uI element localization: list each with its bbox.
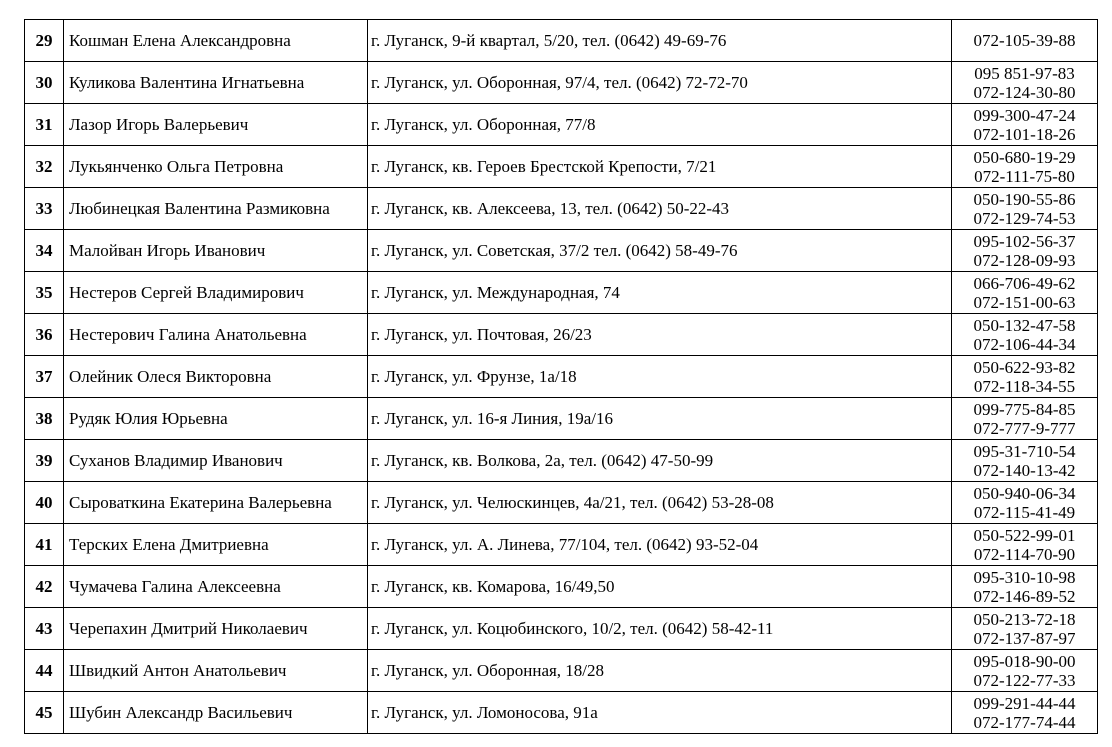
phone-number: 072-129-74-53 xyxy=(973,208,1076,228)
notary-phones xyxy=(952,272,1098,314)
row-number: 35 xyxy=(25,272,64,314)
notary-phones xyxy=(952,440,1098,482)
table-row xyxy=(25,230,1098,272)
notary-name: Лукьянченко Ольга Петровна xyxy=(64,146,368,188)
notary-address: г. Луганск, ул. Коцюбинского, 10/2, тел. (0642) 58-42-11 xyxy=(368,608,952,650)
row-number: 45 xyxy=(25,692,64,734)
phone-number: 072-106-44-34 xyxy=(973,334,1076,354)
notary-name: Любинецкая Валентина Размиковна xyxy=(64,188,368,230)
phone-number: 095-31-710-54 xyxy=(973,441,1076,461)
notary-address: г. Луганск, ул. А. Линева, 77/104, тел. (0642) 93-52-04 xyxy=(368,524,952,566)
row-number: 34 xyxy=(25,230,64,272)
phone-number: 072-140-13-42 xyxy=(973,460,1076,480)
table-row xyxy=(25,440,1098,482)
notary-name: Чумачева Галина Алексеевна xyxy=(64,566,368,608)
phone-number: 072-101-18-26 xyxy=(973,124,1076,144)
table-row xyxy=(25,398,1098,440)
notary-phones xyxy=(952,20,1098,62)
phone-number: 072-122-77-33 xyxy=(973,670,1076,690)
phone-number: 095-310-10-98 xyxy=(973,567,1076,587)
notary-address: г. Луганск, ул. Международная, 74 xyxy=(368,272,952,314)
notary-phones xyxy=(952,482,1098,524)
phone-number: 095-102-56-37 xyxy=(973,231,1076,251)
notary-phones xyxy=(952,398,1098,440)
notary-name: Лазор Игорь Валерьевич xyxy=(64,104,368,146)
table-row xyxy=(25,566,1098,608)
table-row xyxy=(25,272,1098,314)
row-number: 38 xyxy=(25,398,64,440)
notary-name: Олейник Олеся Викторовна xyxy=(64,356,368,398)
notary-phones xyxy=(952,650,1098,692)
notary-phones xyxy=(952,356,1098,398)
notary-name: Нестерович Галина Анатольевна xyxy=(64,314,368,356)
table-row xyxy=(25,650,1098,692)
row-number: 39 xyxy=(25,440,64,482)
notary-table-body xyxy=(25,20,1098,734)
row-number: 42 xyxy=(25,566,64,608)
phone-number: 072-114-70-90 xyxy=(973,544,1076,564)
phone-number: 072-128-09-93 xyxy=(973,250,1076,270)
notary-phones xyxy=(952,692,1098,734)
row-number: 44 xyxy=(25,650,64,692)
phone-number: 072-177-74-44 xyxy=(973,712,1076,732)
phone-number: 072-777-9-777 xyxy=(973,418,1076,438)
notary-name: Сыроваткина Екатерина Валерьевна xyxy=(64,482,368,524)
row-number: 41 xyxy=(25,524,64,566)
notary-name: Суханов Владимир Иванович xyxy=(64,440,368,482)
table-row xyxy=(25,482,1098,524)
notary-address: г. Луганск, ул. Оборонная, 97/4, тел. (0642) 72-72-70 xyxy=(368,62,952,104)
phone-number: 099-291-44-44 xyxy=(973,693,1076,713)
table-row xyxy=(25,20,1098,62)
notary-phones xyxy=(952,608,1098,650)
phone-number: 050-132-47-58 xyxy=(973,315,1076,335)
notary-name: Кошман Елена Александровна xyxy=(64,20,368,62)
row-number: 43 xyxy=(25,608,64,650)
notary-phones xyxy=(952,566,1098,608)
table-row xyxy=(25,356,1098,398)
phone-number: 050-213-72-18 xyxy=(973,609,1076,629)
notary-address: г. Луганск, ул. Оборонная, 77/8 xyxy=(368,104,952,146)
table-row xyxy=(25,188,1098,230)
table-row xyxy=(25,146,1098,188)
phone-number: 072-146-89-52 xyxy=(973,586,1076,606)
table-row xyxy=(25,104,1098,146)
table-row xyxy=(25,62,1098,104)
row-number: 36 xyxy=(25,314,64,356)
notary-name: Швидкий Антон Анатольевич xyxy=(64,650,368,692)
notary-name: Шубин Александр Васильевич xyxy=(64,692,368,734)
phone-number: 072-151-00-63 xyxy=(973,292,1076,312)
phone-number: 072-115-41-49 xyxy=(973,502,1076,522)
notary-address: г. Луганск, ул. Советская, 37/2 тел. (0642) 58-49-76 xyxy=(368,230,952,272)
notary-name: Терских Елена Дмитриевна xyxy=(64,524,368,566)
phone-number: 066-706-49-62 xyxy=(973,273,1076,293)
row-number: 30 xyxy=(25,62,64,104)
notary-phones xyxy=(952,62,1098,104)
row-number: 33 xyxy=(25,188,64,230)
row-number: 40 xyxy=(25,482,64,524)
row-number: 37 xyxy=(25,356,64,398)
phone-number: 050-622-93-82 xyxy=(973,357,1076,377)
notary-address: г. Луганск, ул. Фрунзе, 1а/18 xyxy=(368,356,952,398)
notary-address: г. Луганск, ул. 16-я Линия, 19а/16 xyxy=(368,398,952,440)
notary-address: г. Луганск, кв. Героев Брестской Крепости, 7/21 xyxy=(368,146,952,188)
phone-number: 050-522-99-01 xyxy=(973,525,1076,545)
row-number: 31 xyxy=(25,104,64,146)
notary-phones xyxy=(952,314,1098,356)
notary-phones xyxy=(952,524,1098,566)
notary-name: Черепахин Дмитрий Николаевич xyxy=(64,608,368,650)
notary-table xyxy=(24,19,1098,734)
notary-address: г. Луганск, ул. Челюскинцев, 4а/21, тел. (0642) 53-28-08 xyxy=(368,482,952,524)
notary-address: г. Луганск, кв. Комарова, 16/49,50 xyxy=(368,566,952,608)
table-row xyxy=(25,314,1098,356)
notary-phones xyxy=(952,146,1098,188)
notary-address: г. Луганск, ул. Оборонная, 18/28 xyxy=(368,650,952,692)
phone-number: 050-190-55-86 xyxy=(973,189,1076,209)
phone-number: 095-018-90-00 xyxy=(973,651,1076,671)
table-row xyxy=(25,524,1098,566)
phone-number: 050-680-19-29 xyxy=(973,147,1076,167)
phone-number: 099-775-84-85 xyxy=(973,399,1076,419)
notary-address: г. Луганск, ул. Ломоносова, 91а xyxy=(368,692,952,734)
phone-number: 072-124-30-80 xyxy=(973,82,1076,102)
phone-number: 072-118-34-55 xyxy=(973,376,1076,396)
phone-number: 099-300-47-24 xyxy=(973,105,1076,125)
notary-name: Нестеров Сергей Владимирович xyxy=(64,272,368,314)
row-number: 32 xyxy=(25,146,64,188)
notary-phones xyxy=(952,230,1098,272)
notary-address: г. Луганск, кв. Волкова, 2а, тел. (0642) 47-50-99 xyxy=(368,440,952,482)
notary-name: Куликова Валентина Игнатьевна xyxy=(64,62,368,104)
notary-name: Малойван Игорь Иванович xyxy=(64,230,368,272)
table-row xyxy=(25,692,1098,734)
notary-address: г. Луганск, кв. Алексеева, 13, тел. (0642) 50-22-43 xyxy=(368,188,952,230)
notary-name: Рудяк Юлия Юрьевна xyxy=(64,398,368,440)
notary-phones xyxy=(952,104,1098,146)
phone-number: 072-137-87-97 xyxy=(973,628,1076,648)
table-row xyxy=(25,608,1098,650)
phone-number: 050-940-06-34 xyxy=(973,483,1076,503)
notary-address: г. Луганск, ул. Почтовая, 26/23 xyxy=(368,314,952,356)
notary-phones xyxy=(952,188,1098,230)
row-number: 29 xyxy=(25,20,64,62)
notary-address: г. Луганск, 9-й квартал, 5/20, тел. (0642) 49-69-76 xyxy=(368,20,952,62)
phone-number: 095 851-97-83 xyxy=(974,63,1075,83)
phone-number: 072-105-39-88 xyxy=(973,31,1076,50)
phone-number: 072-111-75-80 xyxy=(974,166,1075,186)
